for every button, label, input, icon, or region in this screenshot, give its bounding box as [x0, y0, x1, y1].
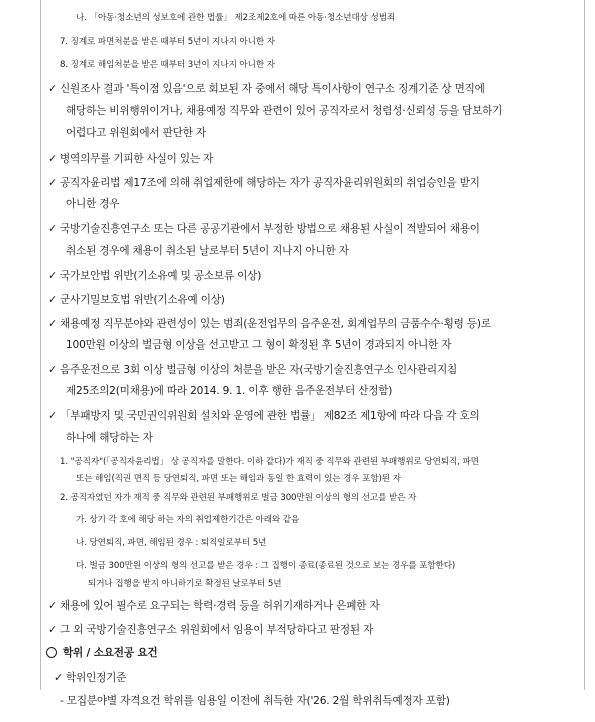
- check-item-military-evasion: ✓ 병역의무를 기피한 사실이 있는 자: [48, 152, 214, 165]
- item-8-discharge: 8. 징계로 해임처분을 받은 때부터 3년이 지나지 아니한 자: [60, 60, 275, 70]
- check-icon: ✓: [48, 269, 58, 282]
- check-icon: ✓: [48, 82, 58, 95]
- check-icon: ✓: [48, 623, 58, 636]
- circle-bullet-icon: [46, 647, 57, 658]
- check-icon: ✓: [48, 363, 58, 376]
- check-icon: ✓: [48, 317, 58, 330]
- check-item-committee-unfit: ✓ 그 외 국방기술진흥연구소 위원회에서 임용이 부적당하다고 판정된 자: [48, 623, 374, 636]
- frame-left-border: [40, 0, 41, 690]
- check-item-background-check: ✓ 신원조사 결과 '특이점 있음'으로 회보된 자 중에서 해당 특이사항이 연구소 징계기준 상 면직에: [48, 82, 485, 95]
- degree-criteria-detail: - 모집분야별 자격요건 학위를 임용일 이전에 취득한 자('26. 2월 학위취득예정자 포함): [60, 695, 450, 707]
- sub-item-2-former-official: 2. 공직자였던 자가 재직 중 직무와 관련된 부패행위로 벌금 300만원 이상의 형의 선고를 받은 자: [60, 493, 417, 503]
- sub-item-1-public-official: 1. "공직자"(「공직자윤리법」 상 공직자를 말한다. 이하 같다)가 재직 중 직무와 관련된 부패행위로 당연퇴직, 파면: [60, 457, 479, 467]
- check-item-false-credentials: ✓ 채용에 있어 필수로 요구되는 학력·경력 등을 허위기재하거나 은폐한 자: [48, 599, 380, 612]
- check-icon: ✓: [48, 599, 58, 612]
- sub-item-ga-restriction-period: 가. 상기 각 호에 해당 하는 자의 취업제한기간은 아래와 같음: [76, 515, 300, 525]
- check-item-fraudulent-hiring-cont: 취소된 경우에 채용이 취소된 날로부터 5년이 지나지 아니한 자: [66, 245, 349, 257]
- frame-right-border: [584, 0, 585, 690]
- check-icon: ✓: [48, 293, 58, 306]
- check-item-background-check-cont2: 어렵다고 위원회에서 판단한 자: [66, 127, 206, 139]
- check-icon: ✓: [48, 409, 58, 422]
- check-item-anti-corruption-act: ✓ 「부패방지 및 국민권익위원회 설치와 운영에 관한 법률」 제82조 제1항에 따라 다음 각 호의: [48, 409, 480, 422]
- sub-item-da-fine-period: 다. 벌금 300만원 이상의 형의 선고를 받은 경우 : 그 집행이 종료(종료된 것으로 보는 경우를 포함한다): [76, 561, 456, 571]
- check-item-fraudulent-hiring: ✓ 국방기술진흥연구소 또는 다른 공공기관에서 부정한 방법으로 채용된 사실이 적발되어 채용이: [48, 222, 480, 235]
- check-item-ethics-act: ✓ 공직자윤리법 제17조에 의해 취업제한에 해당하는 자가 공직자윤리위원회의 취업승인을 받지: [48, 176, 480, 189]
- check-item-ethics-act-cont: 아니한 경우: [66, 198, 120, 210]
- sub-item-1-public-official-cont: 또는 해임(직권 면직 등 당연퇴직, 파면 또는 해임과 동일 한 효력이 있는 경우 포함)된 자: [76, 474, 401, 484]
- check-icon: ✓: [48, 222, 58, 235]
- check-item-background-check-cont1: 해당하는 비위행위이거나, 채용예정 직무와 관련이 있어 공직자로서 청렴성·신뢰성 등을 담보하기: [66, 105, 503, 117]
- check-item-drunk-driving-cont: 제25조의2(미채용)에 따라 2014. 9. 1. 이후 행한 음주운전부터 산정함): [66, 385, 393, 397]
- check-item-drunk-driving: ✓ 음주운전으로 3회 이상 벌금형 이상의 처분을 받은 자(국방기술진흥연구소 인사관리지침: [48, 363, 458, 376]
- check-item-national-security: ✓ 국가보안법 위반(기소유예 및 공소보류 이상): [48, 269, 262, 282]
- check-item-job-related-crime-cont: 100만원 이상의 벌금형 이상을 선고받고 그 형이 확정된 후 5년이 경과되지 아니한 자: [66, 339, 452, 351]
- item-na-child-sexual-crime: 나. 「아동·청소년의 성보호에 관한 법률」 제2조제2호에 따른 아동·청소년대상 성범죄: [76, 13, 396, 23]
- item-7-dismissal: 7. 징계로 파면처분을 받은 때부터 5년이 지나지 아니한 자: [60, 37, 275, 47]
- check-icon: ✓: [48, 176, 58, 189]
- check-icon: ✓: [54, 671, 64, 684]
- sub-item-da-fine-period-cont: 되거나 집행을 받지 아니하기로 확정된 날로부터 5년: [88, 579, 282, 589]
- check-icon: ✓: [48, 152, 58, 165]
- check-item-military-secrets: ✓ 군사기밀보호법 위반(기소유예 이상): [48, 293, 225, 306]
- check-item-degree-criteria: ✓ 학위인정기준: [54, 671, 127, 684]
- sub-item-na-dismissal-period: 나. 당연퇴직, 파면, 해임된 경우 : 퇴직일로부터 5년: [76, 538, 267, 548]
- check-item-job-related-crime: ✓ 채용예정 직무분야와 관련성이 있는 범죄(운전업무의 음주운전, 회계업무의 금품수수·횡령 등)로: [48, 317, 491, 330]
- section-heading-degree-requirements: 학위 / 소요전공 요건: [46, 647, 157, 659]
- check-item-anti-corruption-act-cont: 하나에 해당하는 자: [66, 432, 153, 444]
